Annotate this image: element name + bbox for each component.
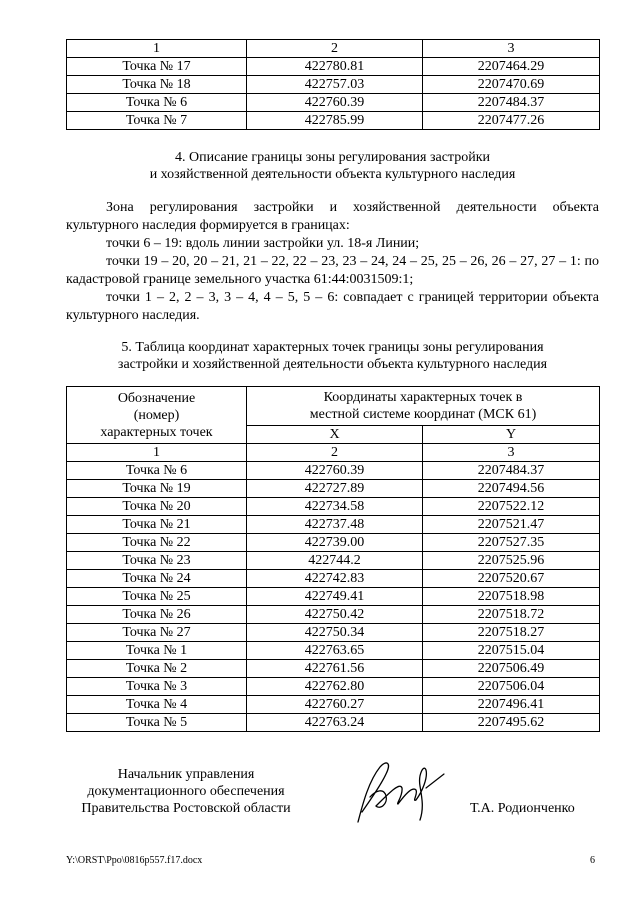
table-row xyxy=(67,588,600,606)
table-cell: Точка № 4 xyxy=(67,696,247,714)
signatory-name: Т.А. Родионченко xyxy=(470,801,575,816)
table-cell: Точка № 21 xyxy=(67,516,247,534)
table-cell: Точка № 17 xyxy=(67,58,247,76)
table-cell: 2207522.12 xyxy=(423,498,600,516)
table-row xyxy=(67,660,600,678)
table-row xyxy=(67,498,600,516)
table-cell: 422763.65 xyxy=(247,642,423,660)
table-cell: 2 xyxy=(247,40,423,58)
y-header: Y xyxy=(423,426,600,444)
table-cell: 2207477.26 xyxy=(423,112,600,130)
table-cell: 2207518.27 xyxy=(423,624,600,642)
point-designation-header: Обозначение (номер) характерных точек xyxy=(67,387,247,444)
signatory-title xyxy=(66,766,306,817)
table-cell: 2207520.67 xyxy=(423,570,600,588)
table-body xyxy=(67,462,600,732)
table-cell: Точка № 7 xyxy=(67,112,247,130)
table-header-row xyxy=(67,387,600,426)
table-cell: 2207525.96 xyxy=(423,552,600,570)
table-number-row xyxy=(67,444,600,462)
table-cell: 422760.39 xyxy=(247,462,423,480)
table-cell: 2207494.56 xyxy=(423,480,600,498)
table-cell: 2207495.62 xyxy=(423,714,600,732)
table-row xyxy=(67,516,600,534)
table-cell: 2207506.49 xyxy=(423,660,600,678)
handwritten-signature xyxy=(340,752,450,827)
table-cell: Точка № 26 xyxy=(67,606,247,624)
table-row xyxy=(67,534,600,552)
table-cell: 2207521.47 xyxy=(423,516,600,534)
table-row xyxy=(67,94,600,112)
table-cell: 2207484.37 xyxy=(423,462,600,480)
table-cell: Точка № 23 xyxy=(67,552,247,570)
table-cell: 2207527.35 xyxy=(423,534,600,552)
table-row xyxy=(67,552,600,570)
table-cell: 422762.80 xyxy=(247,678,423,696)
table-row xyxy=(67,678,600,696)
table-cell: 422761.56 xyxy=(247,660,423,678)
table-row xyxy=(67,570,600,588)
table-cell: 422727.89 xyxy=(247,480,423,498)
table-row xyxy=(67,480,600,498)
heading-line: застройки и хозяйственной деятельности объекта культурного наследия xyxy=(117,357,548,372)
table-cell: 422750.42 xyxy=(247,606,423,624)
section-4-body xyxy=(66,199,599,325)
table-row xyxy=(67,714,600,732)
table-row xyxy=(67,58,600,76)
table-number-row xyxy=(67,40,600,58)
table-cell: Точка № 6 xyxy=(67,94,247,112)
coordinates-header: Координаты характерных точек в местной системе координат (МСК 61) xyxy=(247,387,600,426)
heading-line: и хозяйственной деятельности объекта культурного наследия xyxy=(149,167,516,182)
title-line: Правительства Ростовской области xyxy=(81,801,291,816)
paragraph: точки 19 – 20, 20 – 21, 21 – 22, 22 – 23, 23 – 24, 24 – 25, 25 – 26, 26 – 27, 27 – 1: по кадастровой границе земельного участка 61:44:0031509:1; xyxy=(66,254,599,287)
table-cell: 422757.03 xyxy=(247,76,423,94)
table-cell: Точка № 3 xyxy=(67,678,247,696)
section-5-heading xyxy=(66,339,599,373)
table-row xyxy=(67,624,600,642)
table-cell: 422737.48 xyxy=(247,516,423,534)
table-cell: 3 xyxy=(423,444,600,462)
table-cell: Точка № 20 xyxy=(67,498,247,516)
table-cell: 2207506.04 xyxy=(423,678,600,696)
coordinates-table-continued xyxy=(66,39,600,130)
table-cell: Точка № 6 xyxy=(67,462,247,480)
table-row xyxy=(67,606,600,624)
table-row xyxy=(67,462,600,480)
page-number: 6 xyxy=(590,855,595,866)
title-line: документационного обеспечения xyxy=(87,784,285,799)
paragraph: точки 6 – 19: вдоль линии застройки ул. 18-я Линии; xyxy=(106,236,420,251)
table-cell: 422763.24 xyxy=(247,714,423,732)
table-cell: 2207518.98 xyxy=(423,588,600,606)
table-cell: 422760.39 xyxy=(247,94,423,112)
section-4-heading xyxy=(66,149,599,183)
table-cell: 422749.41 xyxy=(247,588,423,606)
coordinates-table xyxy=(66,386,600,732)
table-cell: 2207464.29 xyxy=(423,58,600,76)
table-cell: 422739.00 xyxy=(247,534,423,552)
table-cell: 3 xyxy=(423,40,600,58)
table-cell: Точка № 25 xyxy=(67,588,247,606)
table-cell: Точка № 5 xyxy=(67,714,247,732)
heading-line: 4. Описание границы зоны регулирования застройки xyxy=(175,150,490,165)
title-line: Начальник управления xyxy=(117,767,255,782)
table-cell: Точка № 24 xyxy=(67,570,247,588)
table-cell: 2207515.04 xyxy=(423,642,600,660)
paragraph: Зона регулирования застройки и хозяйственной деятельности объекта культурного наследия формируется в границах: xyxy=(66,200,599,233)
table-cell: 2 xyxy=(247,444,423,462)
paragraph: точки 1 – 2, 2 – 3, 3 – 4, 4 – 5, 5 – 6: совпадает с границей территории объекта культурного наследия. xyxy=(66,290,599,323)
table-cell: 422742.83 xyxy=(247,570,423,588)
table-cell: 422734.58 xyxy=(247,498,423,516)
table-cell: 422750.34 xyxy=(247,624,423,642)
x-header: X xyxy=(247,426,423,444)
table-cell: 2207496.41 xyxy=(423,696,600,714)
table-cell: 422760.27 xyxy=(247,696,423,714)
table-row xyxy=(67,696,600,714)
table-row xyxy=(67,642,600,660)
table-cell: 422780.81 xyxy=(247,58,423,76)
table-cell: Точка № 22 xyxy=(67,534,247,552)
table-row xyxy=(67,76,600,94)
table-cell: 2207518.72 xyxy=(423,606,600,624)
table-cell: Точка № 19 xyxy=(67,480,247,498)
table-cell: Точка № 1 xyxy=(67,642,247,660)
table-cell: 1 xyxy=(67,40,247,58)
table-cell: 422744.2 xyxy=(247,552,423,570)
table-cell: Точка № 27 xyxy=(67,624,247,642)
table-row xyxy=(67,112,600,130)
table-cell: Точка № 2 xyxy=(67,660,247,678)
table-cell: Точка № 18 xyxy=(67,76,247,94)
table-cell: 2207484.37 xyxy=(423,94,600,112)
table-cell: 2207470.69 xyxy=(423,76,600,94)
table-cell: 1 xyxy=(67,444,247,462)
footer-file-path: Y:\ORST\Ppo\0816p557.f17.docx xyxy=(66,855,203,866)
heading-line: 5. Таблица координат характерных точек границы зоны регулирования xyxy=(121,340,544,355)
table-cell: 422785.99 xyxy=(247,112,423,130)
